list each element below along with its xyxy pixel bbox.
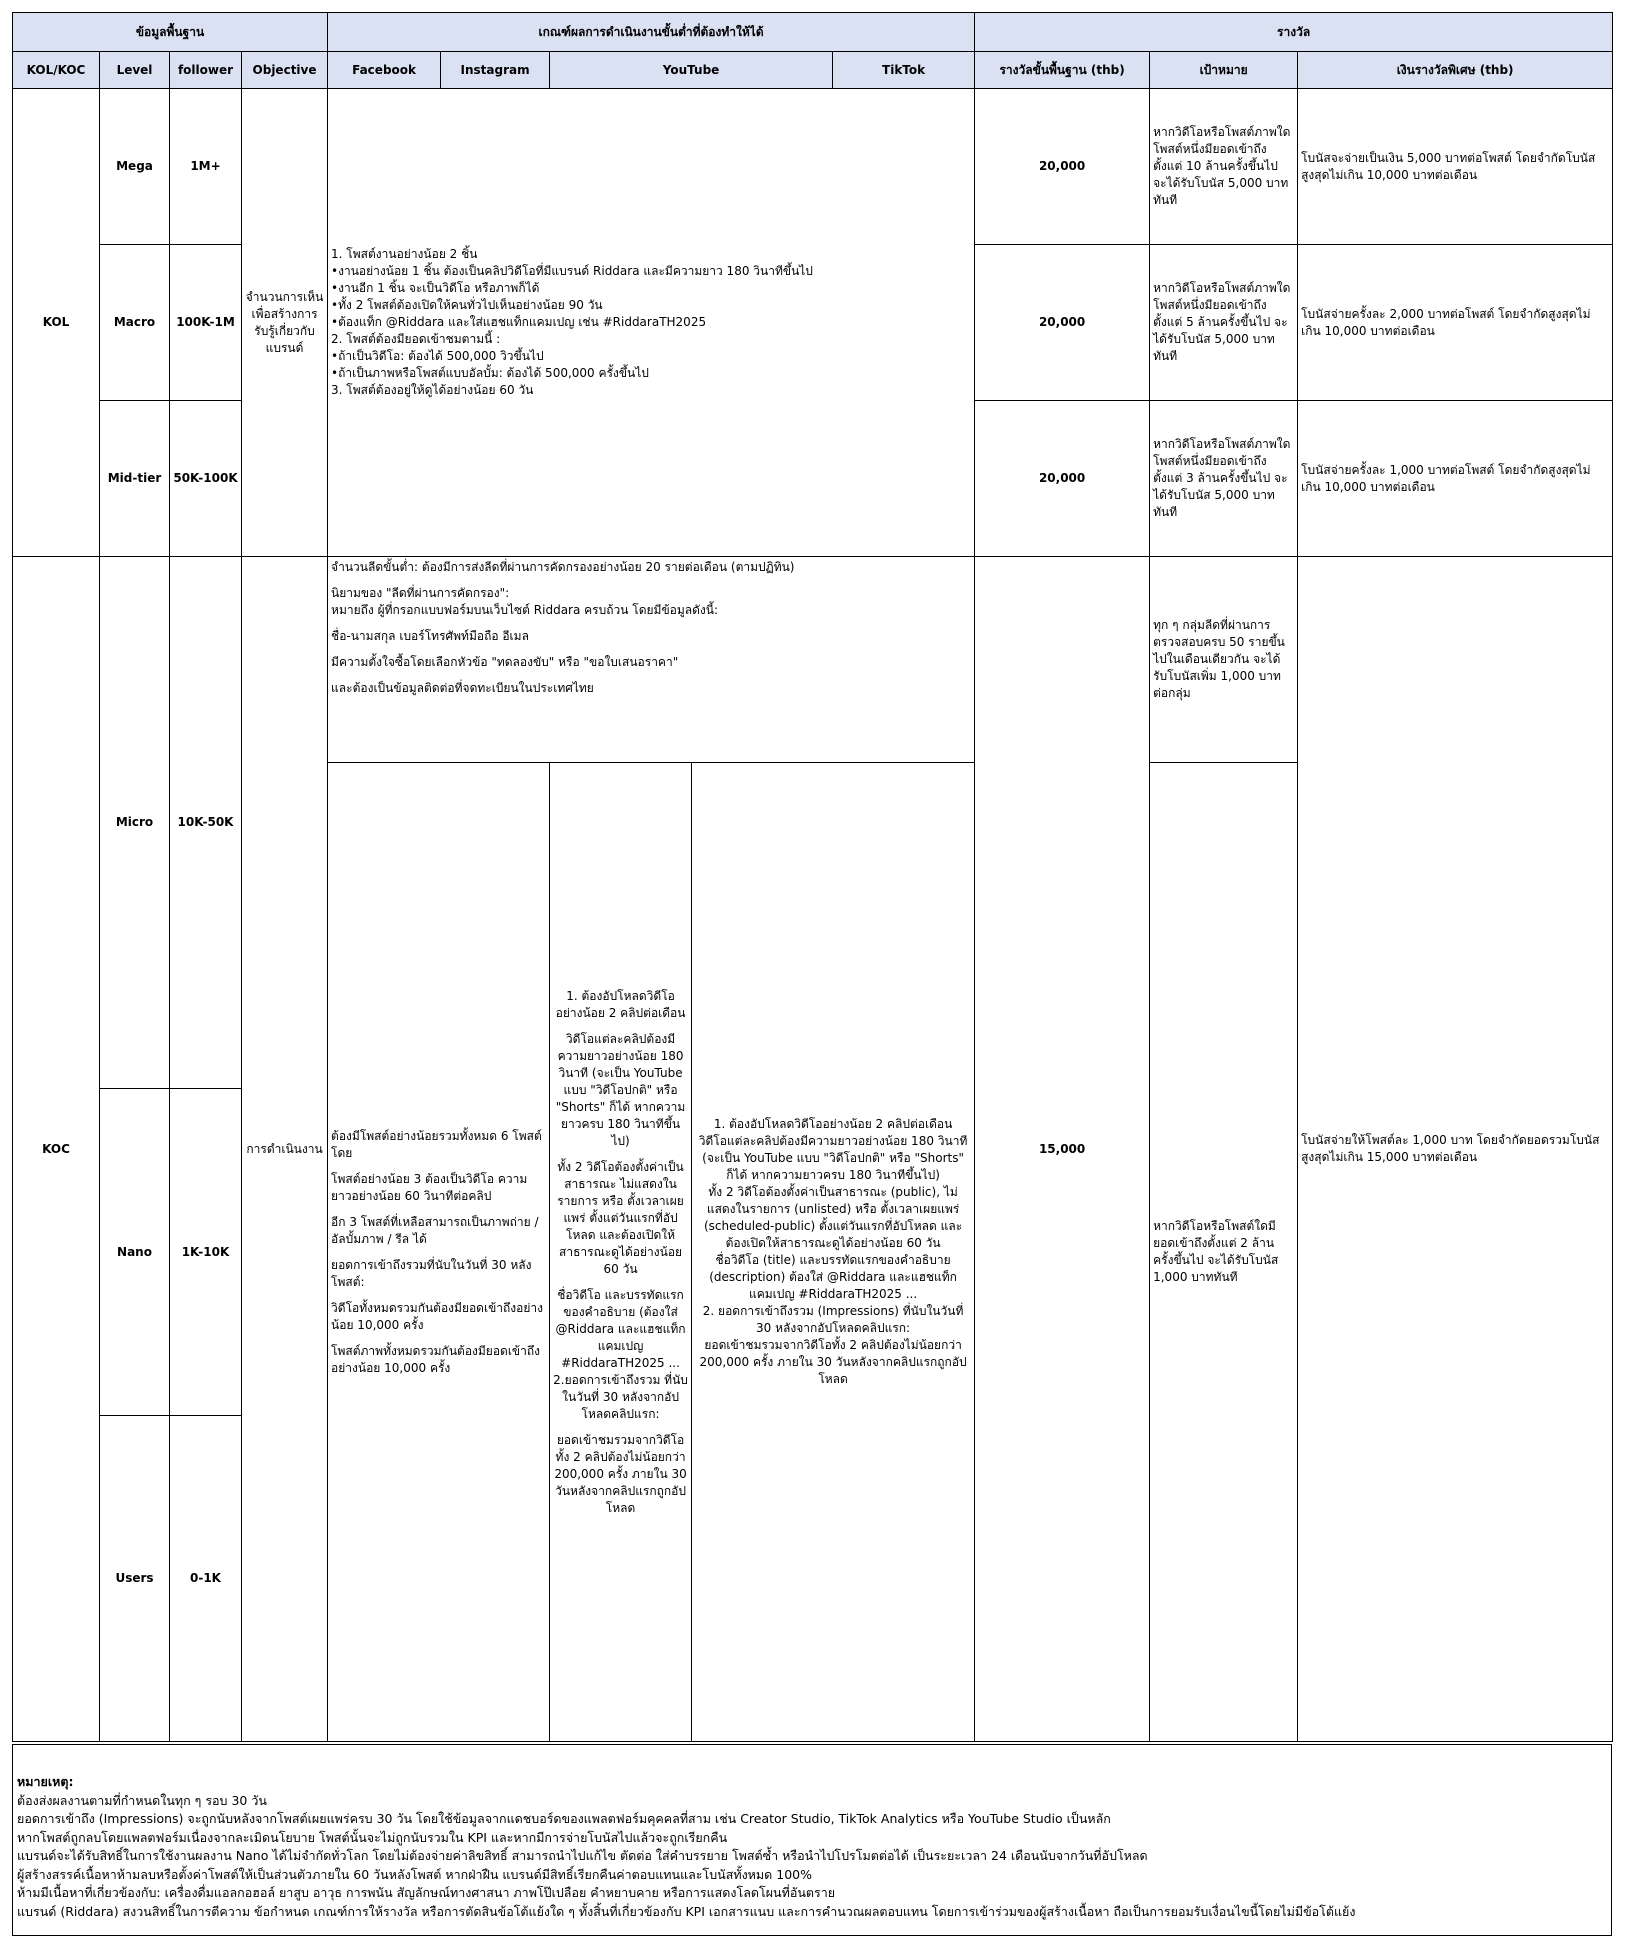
kol-follower-midtier: 50K-100K: [170, 401, 242, 557]
koc-yt-line: ชื่อวิดีโอ และบรรทัดแรกของคำอธิบาย (ต้องใส่ @Riddara และแฮชแท็กแคมเปญ #RiddaraTH2025 ... 2.ยอดการเข้าถึงรวม ที่นับในวันที่ 30 หลังจากอัปโหลดคลิปแรก:: [553, 1287, 688, 1421]
kol-special-macro: โบนัสจ่ายครั้งละ 2,000 บาทต่อโพสต์ โดยจำกัดสูงสุดไม่เกิน 10,000 บาทต่อเดือน: [1298, 245, 1613, 401]
kol-type: KOL: [13, 89, 100, 557]
koc-follower-micro: 10K-50K: [170, 557, 242, 1089]
col-header-facebook: Facebook: [328, 52, 441, 89]
koc-fbig-line: อีก 3 โพสต์ที่เหลือสามารถเป็นภาพถ่าย / อัลบั้มภาพ / รีล ได้: [331, 1214, 539, 1246]
koc-tt-line: 1. ต้องอัปโหลดวิดีโออย่างน้อย 2 คลิปต่อเดือน: [713, 1117, 953, 1131]
koc-lead-line: นิยามของ "ลีดที่ผ่านการคัดกรอง":: [331, 586, 510, 600]
koc-fbig-line: ต้องมีโพสต์อย่างน้อยรวมทั้งหมด 6 โพสต์ โดย: [331, 1128, 542, 1160]
col-header-follower: follower: [170, 52, 242, 89]
col-header-level: Level: [100, 52, 170, 89]
kol-reward-macro: 20,000: [975, 245, 1150, 401]
kol-criteria: [328, 89, 975, 557]
koc-level-nano: Nano: [100, 1089, 170, 1416]
kol-criteria-line: •ถ้าเป็นวิดีโอ: ต้องได้ 500,000 วิวขึ้นไป: [331, 349, 544, 363]
kol-criteria-line: 2. โพสต์ต้องมียอดเข้าชมตามนี้ :: [331, 332, 501, 346]
koc-fb-ig-criteria: [328, 763, 550, 1742]
kpi-table: [12, 12, 1613, 1742]
koc-follower-users: 0-1K: [170, 1416, 242, 1742]
koc-target-leads: ทุก ๆ กลุ่มลีดที่ผ่านการตรวจสอบครบ 50 รายขึ้นไปในเดือนเดียวกัน จะได้รับโบนัสเพิ่ม 1,000 บาทต่อกลุ่ม: [1150, 557, 1298, 763]
group-header-basic: ข้อมูลพื้นฐาน: [13, 13, 328, 52]
col-header-target: เป้าหมาย: [1150, 52, 1298, 89]
koc-follower-nano: 1K-10K: [170, 1089, 242, 1416]
col-header-instagram: Instagram: [441, 52, 550, 89]
koc-type: KOC: [13, 557, 100, 1742]
kol-target-midtier: หากวิดีโอหรือโพสต์ภาพใดโพสต์หนึ่งมียอดเข้าถึงตั้งแต่ 3 ล้านครั้งขึ้นไป จะได้รับโบนัส 5,000 บาททันที: [1150, 401, 1298, 557]
kol-criteria-line: •งานอีก 1 ชิ้น จะเป็นวิดีโอ หรือภาพก็ได้: [331, 281, 540, 295]
koc-yt-line: ยอดเข้าชมรวมจากวิดีโอทั้ง 2 คลิปต้องไม่น้อยกว่า 200,000 ครั้ง ภายใน 30 วันหลังจากคลิปแรกถูกอัปโหลด: [554, 1432, 687, 1515]
note-line: แบรนด์ (Riddara) สงวนสิทธิ์ในการตีความ ข้อกำหนด เกณฑ์การให้รางวัล หรือการตัดสินข้อโต้แย้งใด ๆ ทั้งสิ้นที่เกี่ยวข้องกับ KPI เอกสารแนบ และการคำนวณผลตอบแทน โดยการเข้าร่วมของผู้สร้างเนื้อหา ถือเป็นการยอมรับเงื่อนไขนี้โดยไม่มีข้อโต้แย้ง: [17, 1903, 1356, 1919]
kol-criteria-line: •ถ้าเป็นภาพหรือโพสต์แบบอัลบั้ม: ต้องได้ 500,000 ครั้งขึ้นไป: [331, 366, 649, 380]
koc-level-micro: Micro: [100, 557, 170, 1089]
koc-lead-line: มีความตั้งใจซื้อโดยเลือกหัวข้อ "ทดลองขับ" หรือ "ขอใบเสนอราคา": [331, 655, 679, 669]
koc-special: โบนัสจ่ายให้โพสต์ละ 1,000 บาท โดยจำกัดยอดรวมโบนัสสูงสุดไม่เกิน 15,000 บาทต่อเดือน: [1298, 557, 1613, 1742]
kol-target-mega: หากวิดีโอหรือโพสต์ภาพใดโพสต์หนึ่งมียอดเข้าถึงตั้งแต่ 10 ล้านครั้งขึ้นไป จะได้รับโบนัส 5,000 บาททันที: [1150, 89, 1298, 245]
koc-tt-line: ทั้ง 2 วิดีโอต้องตั้งค่าเป็นสาธารณะ (public), ไม่แสดงในรายการ (unlisted) หรือ ตั้งเวลาเผยแพร่ (scheduled-public) ตั้งแต่วันแรกที่อัปโหลด และต้องเปิดให้สาธารณะดูได้อย่างน้อย 60 วัน: [703, 1185, 963, 1250]
group-header-criteria: เกณฑ์ผลการดำเนินงานขั้นต่ำที่ต้องทำให้ได้: [328, 13, 975, 52]
kol-special-mega: โบนัสจะจ่ายเป็นเงิน 5,000 บาทต่อโพสต์ โดยจำกัดโบนัสสูงสุดไม่เกิน 10,000 บาทต่อเดือน: [1298, 89, 1613, 245]
koc-yt-line: วิดีโอแต่ละคลิปต้องมีความยาวอย่างน้อย 180 วินาที (จะเป็น YouTube แบบ "วิดีโอปกติ" หรือ "Shorts" ก็ได้ หากความยาวครบ 180 วินาทีขึ้นไป): [555, 1031, 686, 1148]
note-line: ต้องส่งผลงานตามที่กำหนดในทุก ๆ รอบ 30 วัน: [17, 1792, 267, 1808]
koc-lead-criteria: [328, 557, 975, 763]
note-line: หากโพสต์ถูกลบโดยแพลตฟอร์มเนื่องจากละเมิดนโยบาย โพสต์นั้นจะไม่ถูกนับรวมใน KPI และหากมีการจ่ายโบนัสไปแล้วจะถูกเรียกคืน: [17, 1829, 728, 1845]
kpi-sheet: [12, 12, 1612, 1936]
koc-yt-line: ทั้ง 2 วิดีโอต้องตั้งค่าเป็นสาธารณะ ไม่แสดงในรายการ หรือ ตั้งเวลาเผยแพร่ ตั้งแต่วันแรกที่อัปโหลด และต้องเปิดให้สาธารณะดูได้อย่างน้อย 60 วัน: [557, 1159, 684, 1276]
kol-level-midtier: Mid-tier: [100, 401, 170, 557]
koc-lead-line: และต้องเป็นข้อมูลติดต่อที่จดทะเบียนในประเทศไทย: [331, 681, 594, 695]
koc-target-reach: หากวิดีโอหรือโพสต์ใดมียอดเข้าถึงตั้งแต่ 2 ล้านครั้งขึ้นไป จะได้รับโบนัส 1,000 บาททันที: [1150, 763, 1298, 1742]
kol-level-mega: Mega: [100, 89, 170, 245]
col-header-youtube: YouTube: [550, 52, 833, 89]
kol-follower-macro: 100K-1M: [170, 245, 242, 401]
group-header-reward: รางวัล: [975, 13, 1613, 52]
koc-tt-line: วิดีโอแต่ละคลิปต้องมีความยาวอย่างน้อย 180 วินาที (จะเป็น YouTube แบบ "วิดีโอปกติ" หรือ "Shorts" ก็ได้ หากความยาวครบ 180 วินาทีขึ้นไป): [698, 1134, 968, 1182]
koc-fbig-line: วิดีโอทั้งหมดรวมกันต้องมียอดเข้าถึงอย่างน้อย 10,000 ครั้ง: [331, 1300, 543, 1332]
koc-tt-line: ชื่อวิดีโอ (title) และบรรทัดแรกของคำอธิบาย (description) ต้องใส่ @Riddara และแฮชแท็กแคมเปญ #RiddaraTH2025 ...: [709, 1253, 957, 1301]
notes-section: [12, 1744, 1612, 1936]
koc-tiktok-criteria: [692, 763, 975, 1742]
kol-target-macro: หากวิดีโอหรือโพสต์ภาพใดโพสต์หนึ่งมียอดเข้าถึงตั้งแต่ 5 ล้านครั้งขึ้นไป จะได้รับโบนัส 5,000 บาททันที: [1150, 245, 1298, 401]
koc-level-users: Users: [100, 1416, 170, 1742]
koc-fbig-line: โพสต์อย่างน้อย 3 ต้องเป็นวิดีโอ ความยาวอย่างน้อย 60 วินาทีต่อคลิป: [331, 1171, 528, 1203]
note-line: ยอดการเข้าถึง (Impressions) จะถูกนับหลังจากโพสต์เผยแพร่ครบ 30 วัน โดยใช้ข้อมูลจากแดชบอร์ดของแพลตฟอร์มคุคคลที่สาม เช่น Creator Studio, TikTok Analytics หรือ YouTube Studio เป็นหลัก: [17, 1811, 1111, 1826]
koc-lead-line: ชื่อ-นามสกุล เบอร์โทรศัพท์มือถือ อีเมล: [331, 629, 529, 643]
koc-objective: การดำเนินงาน: [242, 557, 328, 1742]
kol-follower-mega: 1M+: [170, 89, 242, 245]
koc-youtube-criteria: [550, 763, 692, 1742]
kol-criteria-line: •ทั้ง 2 โพสต์ต้องเปิดให้คนทั่วไปเห็นอย่างน้อย 90 วัน: [331, 298, 603, 312]
notes-title: หมายเหตุ:: [17, 1774, 74, 1789]
kol-criteria-line: 1. โพสต์งานอย่างน้อย 2 ชิ้น: [331, 247, 478, 261]
koc-yt-line: 1. ต้องอัปโหลดวิดีโออย่างน้อย 2 คลิปต่อเดือน: [555, 988, 686, 1020]
note-line: ผู้สร้างสรรค์เนื้อหาห้ามลบหรือตั้งค่าโพสต์ให้เป็นส่วนตัวภายใน 60 วันหลังโพสต์ หากฝ่าฝืน แบรนด์มีสิทธิ์เรียกคืนค่าตอบแทนและโบนัสทั้งหมด 100%: [17, 1866, 812, 1882]
col-header-kol: KOL/KOC: [13, 52, 100, 89]
note-line: ห้ามมีเนื้อหาที่เกี่ยวข้องกับ: เครื่องดื่มแอลกอฮอล์ ยาสูบ อาวุธ การพนัน สัญลักษณ์ทางศาสนา ภาพโป๊เปลือย คำหยาบคาย หรือการแสดงโลดโผนที่อันตราย: [17, 1885, 836, 1900]
kol-objective: จำนวนการเห็นเพื่อสร้างการรับรู้เกี่ยวกับแบรนด์: [242, 89, 328, 557]
kol-special-midtier: โบนัสจ่ายครั้งละ 1,000 บาทต่อโพสต์ โดยจำกัดสูงสุดไม่เกิน 10,000 บาทต่อเดือน: [1298, 401, 1613, 557]
col-header-special: เงินรางวัลพิเศษ (thb): [1298, 52, 1613, 89]
col-header-base-reward: รางวัลขั้นพื้นฐาน (thb): [975, 52, 1150, 89]
koc-lead-line: จำนวนลีดขั้นต่ำ: ต้องมีการส่งลีดที่ผ่านการคัดกรองอย่างน้อย 20 รายต่อเดือน (ตามปฏิทิน): [331, 560, 795, 574]
koc-tt-line: 2. ยอดการเข้าถึงรวม (Impressions) ที่นับในวันที่ 30 หลังจากอัปโหลดคลิปแรก:: [702, 1304, 964, 1335]
note-line: แบรนด์จะได้รับสิทธิ์ในการใช้งานผลงาน Nano ได้ไม่จำกัดทั่วโลก โดยไม่ต้องจ่ายค่าลิขสิทธิ์ สามารถนำไปแก้ไข ตัดต่อ ใส่คำบรรยาย โพสต์ซ้ำ หรือนำไปโปรโมตต่อได้ เป็นระยะเวลา 24 เดือนนับจากวันที่อัปโหลด: [17, 1848, 1148, 1863]
koc-fbig-line: ยอดการเข้าถึงรวมที่นับในวันที่ 30 หลังโพสต์:: [331, 1257, 532, 1289]
koc-fbig-line: โพสต์ภาพทั้งหมดรวมกันต้องมียอดเข้าถึงอย่างน้อย 10,000 ครั้ง: [331, 1343, 540, 1375]
koc-tt-line: ยอดเข้าชมรวมจากวิดีโอทั้ง 2 คลิปต้องไม่น้อยกว่า 200,000 ครั้ง ภายใน 30 วันหลังจากคลิปแรกถูกอัปโหลด: [699, 1338, 967, 1386]
kol-reward-midtier: 20,000: [975, 401, 1150, 557]
kol-criteria-line: •งานอย่างน้อย 1 ชิ้น ต้องเป็นคลิปวิดีโอที่มีแบรนด์ Riddara และมีความยาว 180 วินาทีขึ้นไป: [331, 264, 813, 278]
kol-criteria-line: •ต้องแท็ก @Riddara และใส่แฮชแท็กแคมเปญ เช่น #RiddaraTH2025: [331, 315, 707, 329]
col-header-tiktok: TikTok: [833, 52, 975, 89]
kol-level-macro: Macro: [100, 245, 170, 401]
koc-reward: 15,000: [975, 557, 1150, 1742]
koc-lead-line: หมายถึง ผู้ที่กรอกแบบฟอร์มบนเว็บไซต์ Riddara ครบถ้วน โดยมีข้อมูลดังนี้:: [331, 603, 719, 617]
kol-reward-mega: 20,000: [975, 89, 1150, 245]
kol-criteria-line: 3. โพสต์ต้องอยู่ให้ดูได้อย่างน้อย 60 วัน: [331, 383, 534, 397]
col-header-objective: Objective: [242, 52, 328, 89]
